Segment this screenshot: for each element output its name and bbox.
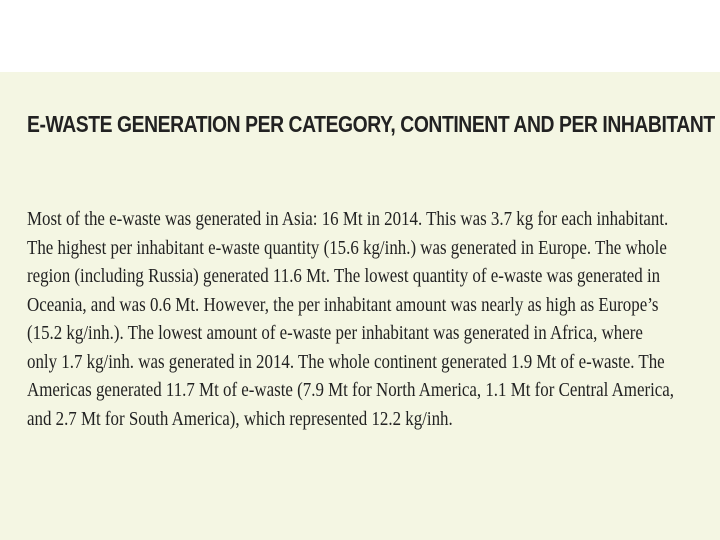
section-heading: E-WASTE GENERATION PER CATEGORY, CONTINENT AND PER INHABITANT (27, 111, 715, 137)
paragraph-line: Most of the e-waste was generated in Asia: 16 Mt in 2014. This was 3.7 kg for each inhabitant. (27, 208, 669, 230)
paragraph-line: Oceania, and was 0.6 Mt. However, the per inhabitant amount was nearly as high as Europe’s (27, 293, 659, 316)
paragraph-line: The highest per inhabitant e-waste quantity (15.6 kg/inh.) was generated in Europe. The whole (27, 236, 667, 259)
content-panel (0, 72, 720, 540)
paragraph-line: and 2.7 Mt for South America), which represented 12.2 kg/inh. (27, 407, 453, 430)
paragraph-line: region (including Russia) generated 11.6 Mt. The lowest quantity of e-waste was generated in (27, 265, 661, 287)
body-paragraph (27, 205, 686, 433)
paragraph-line: only 1.7 kg/inh. was generated in 2014. The whole continent generated 1.9 Mt of e-waste. The (27, 350, 665, 373)
paragraph-line: (15.2 kg/inh.). The lowest amount of e-waste per inhabitant was generated in Africa, where (27, 322, 643, 344)
paragraph-line: Americas generated 11.7 Mt of e-waste (7.9 Mt for North America, 1.1 Mt for Central America, (27, 379, 675, 401)
